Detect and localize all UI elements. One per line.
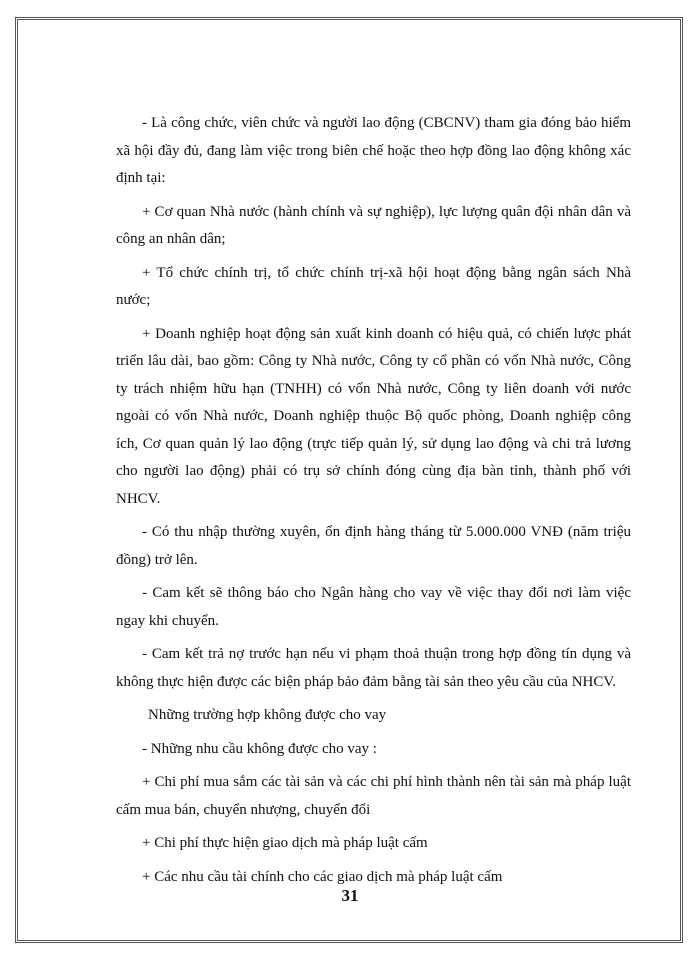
page-number: 31: [341, 886, 359, 905]
paragraph-prohibited-assets: + Chi phí mua sắm các tài sản và các chi phí hình thành nên tài sản mà pháp luật cấm mua bán, chuyển nhượng, chuyển đổi: [116, 774, 631, 818]
paragraph-prohibited-transactions: + Chi phí thực hiện giao dịch mà pháp luật cấm: [142, 835, 428, 851]
paragraph-repayment-commitment: - Cam kết trả nợ trước hạn nếu vi phạm thoả thuận trong hợp đồng tín dụng và không thực hiện được các biện pháp bảo đảm bằng tài sản theo yêu cầu của NHCV.: [116, 646, 631, 690]
section-heading-not-eligible: Những trường hợp không được cho vay: [148, 707, 387, 723]
paragraph-political-organization: + Tổ chức chính trị, tổ chức chính trị-xã hội hoạt động bằng ngân sách Nhà nước;: [116, 264, 631, 308]
paragraph-income-requirement: - Có thu nhập thường xuyên, ổn định hàng tháng từ 5.000.000 VNĐ (năm triệu đồng) trở lên.: [116, 524, 631, 568]
paragraph-prohibited-financial-needs: + Các nhu cầu tài chính cho các giao dịch mà pháp luật cấm: [142, 868, 503, 885]
paragraph-notify-commitment: - Cam kết sẽ thông báo cho Ngân hàng cho vay về việc thay đổi nơi làm việc ngay khi chuyển.: [116, 585, 631, 629]
paragraph-enterprise: + Doanh nghiệp hoạt động sản xuất kinh doanh có hiệu quả, có chiến lược phát triển lâu dài, bao gồm: Công ty Nhà nước, Công ty cổ phần có vốn Nhà nước, Công ty trách nhiệm hữu hạn (TNHH) có vốn Nhà nước, Công ty liên doanh với nước ngoài có vốn Nhà nước, Doanh nghiệp thuộc Bộ quốc phòng, Doanh nghiệp công ích, Cơ quan quản lý lao động (trực tiếp quản lý, sử dụng lao động và chi trả lương cho người lao động) phải có trụ sở chính đóng cùng địa bàn tỉnh, thành phố với NHCV.: [116, 325, 631, 507]
page-content: [116, 110, 631, 897]
paragraph-eligibility-employee: - Là công chức, viên chức và người lao động (CBCNV) tham gia đóng bảo hiểm xã hội đầy đủ, đang làm việc trong biên chế hoặc theo hợp đồng lao động không xác định tại:: [116, 115, 631, 186]
paragraph-state-agency: + Cơ quan Nhà nước (hành chính và sự nghiệp), lực lượng quân đội nhân dân và công an nhân dân;: [116, 203, 631, 247]
paragraph-needs-not-eligible: - Những nhu cầu không được cho vay :: [142, 740, 377, 757]
